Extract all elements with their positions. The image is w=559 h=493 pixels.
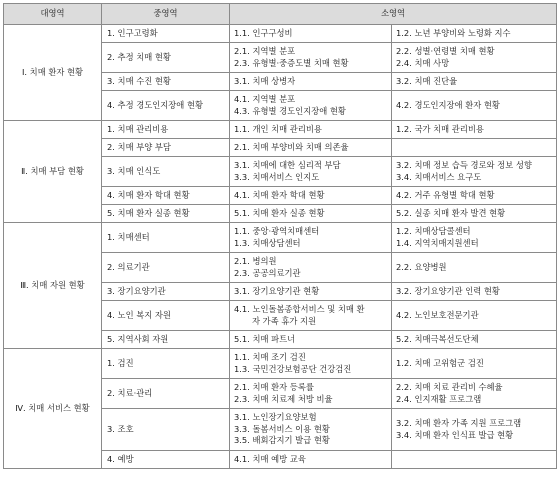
middle-area-cell: 1. 검진 xyxy=(102,349,230,379)
minor-area-item: 2.2. 요양병원 xyxy=(396,261,447,272)
minor-area-item: 4.1. 치매 환자 학대 현황 xyxy=(234,189,325,200)
minor-area-item: 5.1. 치매 환자 실종 현황 xyxy=(234,207,325,218)
minor-area-item: 4.2. 노인보호전문기관 xyxy=(396,309,479,320)
minor-area-item: 3.1. 치매에 대한 심리적 부담 xyxy=(234,160,341,171)
middle-area-cell: 1. 치매센터 xyxy=(102,223,230,253)
table-body xyxy=(4,25,557,469)
table-row xyxy=(4,223,557,253)
middle-area-cell: 3. 치매 수진 현황 xyxy=(102,73,230,91)
minor-area-item: 1.3. 치매상담센터 xyxy=(234,237,301,248)
minor-area-item: 4.2. 경도인지장애 환자 현황 xyxy=(396,99,500,110)
minor-area-item: 1.2. 치매상담콜센터 xyxy=(396,226,471,237)
minor-area-cell-right xyxy=(392,157,557,187)
minor-area-cell-left xyxy=(230,283,392,301)
minor-area-cell-left xyxy=(230,139,392,157)
middle-area-cell: 5. 치매 환자 실종 현황 xyxy=(102,205,230,223)
minor-area-item: 4.3. 유형별 경도인지장애 현황 xyxy=(234,105,346,116)
minor-area-item: 2.3. 유형별·중증도별 치매 현황 xyxy=(234,57,349,68)
minor-area-cell-right xyxy=(392,43,557,73)
middle-area-cell: 2. 치료·관리 xyxy=(102,379,230,409)
minor-area-item: 1.1. 인구구성비 xyxy=(234,27,293,38)
minor-area-item: 3.3. 치매서비스 인지도 xyxy=(234,171,320,182)
header-row xyxy=(4,4,557,25)
minor-area-cell-right xyxy=(392,379,557,409)
table-row xyxy=(4,25,557,43)
minor-area-item: 2.1. 치매 부양비와 치매 의존율 xyxy=(234,141,349,152)
dementia-indicator-table xyxy=(3,3,557,469)
minor-area-cell-left xyxy=(230,223,392,253)
minor-area-item: 1.2. 국가 치매 관리비용 xyxy=(396,123,484,134)
minor-area-cell-left xyxy=(230,253,392,283)
minor-area-item: 1.2. 노년 부양비와 노령화 지수 xyxy=(396,27,511,38)
minor-area-cell-right xyxy=(392,331,557,349)
minor-area-item: 2.4. 치매 사망 xyxy=(396,57,450,68)
minor-area-item: 4.1. 노인돌봄종합서비스 및 치매 환 xyxy=(234,304,365,315)
minor-area-item: 5.1. 치매 파트너 xyxy=(234,333,296,344)
minor-area-item: 1.3. 국민건강보험공단 건강검진 xyxy=(234,363,352,374)
minor-area-item: 2.2. 치매 치료 관리비 수혜율 xyxy=(396,382,503,393)
minor-area-cell-right xyxy=(392,73,557,91)
minor-area-item: 2.1. 지역별 분포 xyxy=(234,46,296,57)
minor-area-item: 3.2. 치매 정보 습득 경로와 정보 성향 xyxy=(396,160,532,171)
middle-area-cell: 3. 치매 인식도 xyxy=(102,157,230,187)
minor-area-item: 5.2. 치매극복선도단체 xyxy=(396,333,479,344)
table-row xyxy=(4,121,557,139)
major-area-cell xyxy=(4,25,102,121)
header-major: 대영역 xyxy=(4,4,102,25)
major-area-cell xyxy=(4,349,102,469)
table-row xyxy=(4,349,557,379)
minor-area-item: 5.2. 실종 치매 환자 발견 현황 xyxy=(396,207,506,218)
minor-area-item: 3.4. 치매 환자 인식표 발급 현황 xyxy=(396,429,514,440)
minor-area-cell-left xyxy=(230,43,392,73)
major-area-cell xyxy=(4,223,102,349)
minor-area-item: 3.1. 장기요양기관 현황 xyxy=(234,285,320,296)
minor-area-cell-left xyxy=(230,331,392,349)
minor-area-item: 3.2. 치매 진단율 xyxy=(396,75,458,86)
minor-area-cell-right xyxy=(392,301,557,331)
minor-area-cell-left xyxy=(230,25,392,43)
minor-area-cell-right xyxy=(392,205,557,223)
minor-area-item: 2.2. 성별·연령별 치매 현황 xyxy=(396,46,495,57)
minor-area-cell-right xyxy=(392,349,557,379)
minor-area-item: 3.1. 치매 상병자 xyxy=(234,75,296,86)
minor-area-item: 2.1. 치매 환자 등록률 xyxy=(234,382,314,393)
minor-area-item: 3.3. 돌봄서비스 이용 현황 xyxy=(234,423,330,434)
header-minor: 소영역 xyxy=(230,4,557,25)
middle-area-cell: 1. 인구고령화 xyxy=(102,25,230,43)
minor-area-item: 3.1. 노인장기요양보험 xyxy=(234,412,317,423)
minor-area-cell-left xyxy=(230,91,392,121)
minor-area-item: 2.4. 인지재활 프로그램 xyxy=(396,393,482,404)
minor-area-item: 2.3. 치매 치료제 처방 비율 xyxy=(234,393,333,404)
minor-area-item: 1.1. 치매 조기 검진 xyxy=(234,352,306,363)
minor-area-item: 1.2. 치매 고위험군 검진 xyxy=(396,357,484,368)
minor-area-item: 자 가족 휴가 지원 xyxy=(252,315,317,326)
major-area-label: Ⅳ. 치매 서비스 현황 xyxy=(15,402,90,413)
minor-area-cell-left xyxy=(230,187,392,205)
middle-area-cell: 4. 예방 xyxy=(102,451,230,469)
minor-area-cell-left xyxy=(230,301,392,331)
minor-area-item: 2.1. 병의원 xyxy=(234,256,277,267)
minor-area-cell-left xyxy=(230,73,392,91)
minor-area-item: 3.2. 장기요양기관 인력 현황 xyxy=(396,285,500,296)
minor-area-cell-right xyxy=(392,283,557,301)
minor-area-cell-left xyxy=(230,205,392,223)
minor-area-cell-right xyxy=(392,451,557,469)
header-middle: 중영역 xyxy=(102,4,230,25)
minor-area-cell-right xyxy=(392,409,557,451)
minor-area-item: 1.1. 개인 치매 관리비용 xyxy=(234,123,322,134)
minor-area-item: 3.2. 치매 환자 가족 지원 프로그램 xyxy=(396,418,522,429)
major-area-label: Ⅲ. 치매 자원 현황 xyxy=(20,279,85,290)
minor-area-cell-right xyxy=(392,91,557,121)
major-area-cell xyxy=(4,121,102,223)
minor-area-item: 1.4. 지역치매지원센터 xyxy=(396,237,479,248)
middle-area-cell: 3. 조호 xyxy=(102,409,230,451)
middle-area-cell: 2. 추정 치매 현황 xyxy=(102,43,230,73)
minor-area-cell-left xyxy=(230,379,392,409)
minor-area-item: 4.1. 지역별 분포 xyxy=(234,94,296,105)
minor-area-cell-left xyxy=(230,409,392,451)
middle-area-cell: 2. 치매 부양 부담 xyxy=(102,139,230,157)
minor-area-cell-right xyxy=(392,25,557,43)
minor-area-cell-left xyxy=(230,451,392,469)
minor-area-cell-left xyxy=(230,121,392,139)
table-container xyxy=(3,3,556,469)
minor-area-cell-right xyxy=(392,139,557,157)
middle-area-cell: 2. 의료기관 xyxy=(102,253,230,283)
major-area-label: Ⅰ. 치매 환자 현황 xyxy=(21,66,84,77)
minor-area-cell-left xyxy=(230,157,392,187)
middle-area-cell: 1. 치매 관리비용 xyxy=(102,121,230,139)
minor-area-cell-right xyxy=(392,253,557,283)
minor-area-item: 4.2. 거주 유형별 학대 현황 xyxy=(396,189,495,200)
major-area-label: Ⅱ. 치매 부담 현황 xyxy=(21,165,84,176)
minor-area-cell-right xyxy=(392,187,557,205)
minor-area-cell-right xyxy=(392,121,557,139)
minor-area-item: 3.5. 배회감지기 발급 현황 xyxy=(234,435,330,446)
minor-area-item: 3.4. 치매서비스 요구도 xyxy=(396,171,482,182)
minor-area-item: 1.1. 중앙·광역치매센터 xyxy=(234,226,320,237)
minor-area-item: 2.3. 공공의료기관 xyxy=(234,267,301,278)
minor-area-item: 4.1. 치매 예방 교육 xyxy=(234,453,306,464)
middle-area-cell: 4. 노인 복지 자원 xyxy=(102,301,230,331)
minor-area-cell-left xyxy=(230,349,392,379)
middle-area-cell: 4. 추정 경도인지장애 현황 xyxy=(102,91,230,121)
middle-area-cell: 4. 치매 환자 학대 현황 xyxy=(102,187,230,205)
minor-area-cell-right xyxy=(392,223,557,253)
middle-area-cell: 3. 장기요양기관 xyxy=(102,283,230,301)
middle-area-cell: 5. 지역사회 자원 xyxy=(102,331,230,349)
